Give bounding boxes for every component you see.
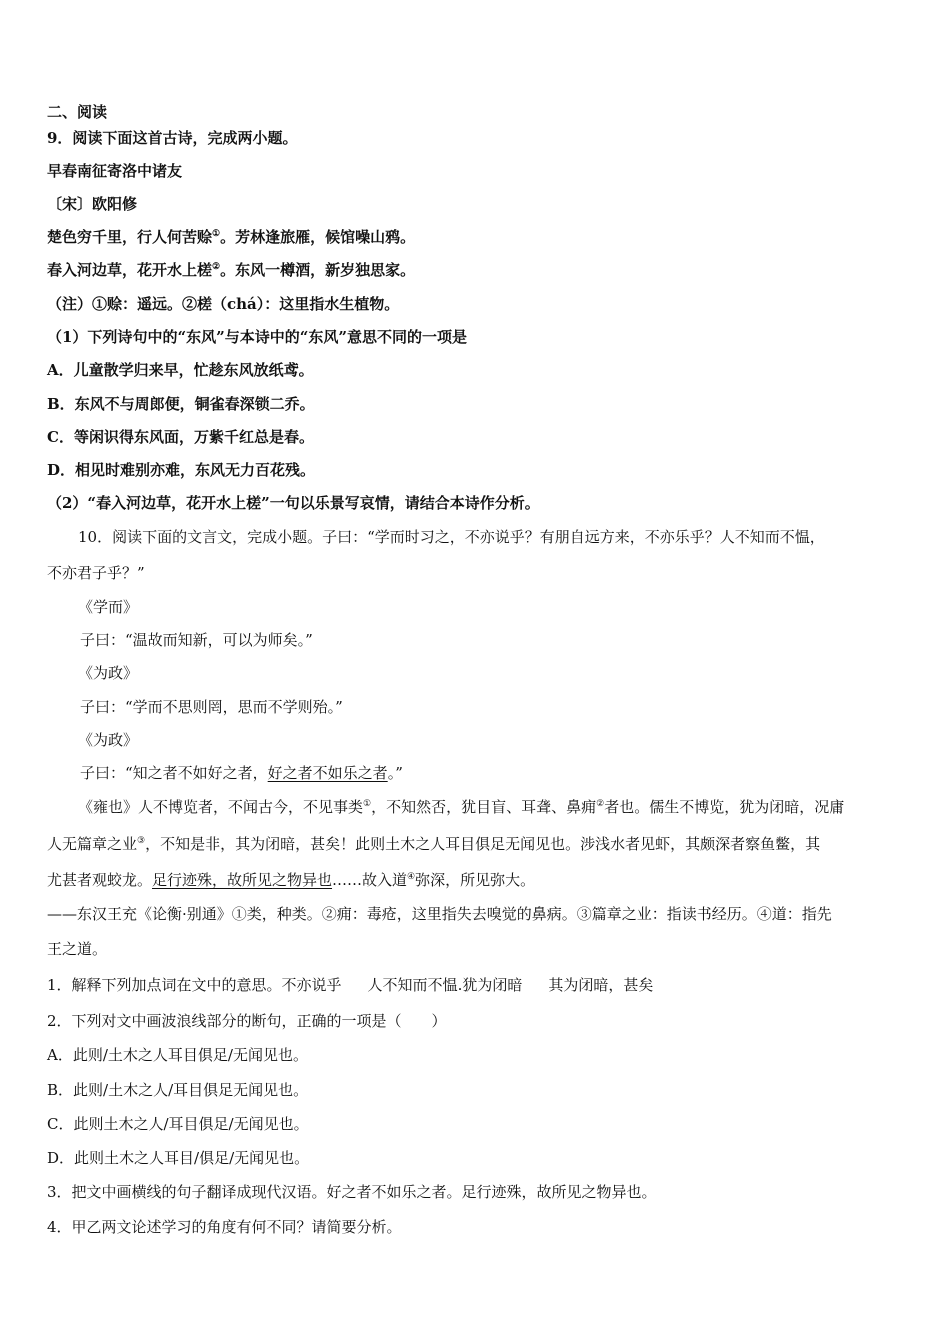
quote-3 <box>80 763 910 783</box>
source-weizheng-2: 《为政》 <box>78 731 139 749</box>
footnote-mark: ① <box>212 229 221 239</box>
poem-line-1b: 。芳林逢旅雁，候馆噪山鸦。 <box>220 228 416 246</box>
poem-line-1a: 楚色穷千里，行人何苦赊 <box>47 228 213 246</box>
passage-line-2 <box>47 834 910 854</box>
poem-line-2a: 春入河边草，花开水上槎 <box>47 261 213 279</box>
poem-line-2 <box>47 260 910 280</box>
q10-sub4: 4．甲乙两文论述学习的角度有何不同？请简要分析。 <box>47 1218 402 1236</box>
passage-text: ，不知是非，其为闭暗，甚矣！此则土木之人耳目俱足无闻见也。涉浅水者见虾，其颇深者察鱼鳖，其 <box>145 835 821 853</box>
poem-line-1 <box>47 227 910 247</box>
source-xueer: 《学而》 <box>78 598 139 616</box>
passage-text: 《雍也》人不博览者，不闻古今，不见事类 <box>78 798 364 816</box>
passage-source-line-1: ——东汉王充《论衡·别通》①类，种类。②痈：毒疮，这里指失去嗅觉的鼻病。③篇章之业：指读书经历。④道：指先 <box>47 905 832 923</box>
q10-sub1-item-d: 其为闭暗，甚矣 <box>548 976 654 994</box>
emphasis-dot: . <box>457 976 463 994</box>
passage-text: 尤甚者观蛟龙。 <box>47 871 153 889</box>
passage-text: 者也。儒生不博览，犹为闭暗，况庸 <box>604 798 845 816</box>
q10-sub2-option-d: D．此则土木之人耳目/俱足/无闻见也。 <box>47 1149 310 1167</box>
q9-option-b: B．东风不与周郎便，铜雀春深锁二乔。 <box>47 395 315 413</box>
passage-text: ……故入道 <box>332 871 408 889</box>
q10-sub2-option-b: B．此则/土木之人/耳目俱足无闻见也。 <box>47 1081 309 1099</box>
q10-sub1 <box>47 975 910 995</box>
q9-heading: 9．阅读下面这首古诗，完成两小题。 <box>47 129 298 147</box>
q10-sub1-lead: 1．解释下列加点词在文中的意思。不亦说乎 <box>47 976 342 994</box>
passage-text: 人无篇章之业 <box>47 835 138 853</box>
passage-text: 弥深，所见弥大。 <box>415 871 536 889</box>
passage-line-3 <box>47 870 910 890</box>
quote-2: 子曰：“学而不思则罔，思而不学则殆。” <box>80 698 343 716</box>
poem-author: 〔宋〕欧阳修 <box>47 195 138 213</box>
q10-intro-line1: 10．阅读下面的文言文，完成小题。子曰：“学而时习之，不亦说乎？有朋自远方来，不亦乐乎？人不知而不愠， <box>78 528 825 546</box>
poem-title: 早春南征寄洛中诸友 <box>47 162 183 180</box>
quote-3-lead: 子曰：“知之者不如好之者， <box>80 764 268 782</box>
passage-line-1 <box>78 797 910 817</box>
footnote-mark: ① <box>363 799 372 809</box>
q10-sub2: 2．下列对文中画波浪线部分的断句，正确的一项是（ ） <box>47 1012 447 1030</box>
q10-intro-line2: 不亦君子乎？” <box>47 564 145 582</box>
q10-sub1-item-c: 犹为闭暗 <box>462 976 523 994</box>
passage-source-line-2: 王之道。 <box>47 940 108 958</box>
poem-note: （注）①赊：遥远。②槎（chá）：这里指水生植物。 <box>47 295 400 313</box>
q9-sub2: （2）“春入河边草，花开水上槎”一句以乐景写哀情，请结合本诗作分析。 <box>47 494 540 512</box>
q9-option-a: A．儿童散学归来早，忙趁东风放纸鸢。 <box>47 361 314 379</box>
passage-text: ，不知然否，犹目盲、耳聋、鼻痈 <box>371 798 597 816</box>
section-title: 二、阅读 <box>47 103 108 121</box>
underlined-sentence-2: 足行迹殊，故所见之物异也 <box>152 871 333 889</box>
quote-1: 子曰：“温故而知新，可以为师矣。” <box>80 631 313 649</box>
q9-option-d: D．相见时难别亦难，东风无力百花残。 <box>47 461 316 479</box>
q9-sub1: （1）下列诗句中的“东风”与本诗中的“东风”意思不同的一项是 <box>47 328 467 346</box>
q10-sub2-option-c: C．此则土木之人/耳目俱足/无闻见也。 <box>47 1115 309 1133</box>
source-weizheng-1: 《为政》 <box>78 664 139 682</box>
quote-3-end: 。” <box>387 764 403 782</box>
poem-line-2b: 。东风一樽酒，新岁独思家。 <box>220 261 416 279</box>
footnote-mark: ② <box>596 799 605 809</box>
q9-option-c: C．等闲识得东风面，万紫千红总是春。 <box>47 428 314 446</box>
underlined-sentence-1: 好之者不如乐之者 <box>267 764 388 782</box>
footnote-mark: ③ <box>137 836 146 846</box>
q10-sub1-item-b: 人不知而不愠 <box>367 976 458 994</box>
q10-sub3: 3．把文中画横线的句子翻译成现代汉语。好之者不如乐之者。足行迹殊，故所见之物异也。 <box>47 1183 657 1201</box>
footnote-mark: ② <box>212 262 221 272</box>
q10-sub2-option-a: A．此则/土木之人耳目俱足/无闻见也。 <box>47 1046 308 1064</box>
footnote-mark: ④ <box>407 872 416 882</box>
